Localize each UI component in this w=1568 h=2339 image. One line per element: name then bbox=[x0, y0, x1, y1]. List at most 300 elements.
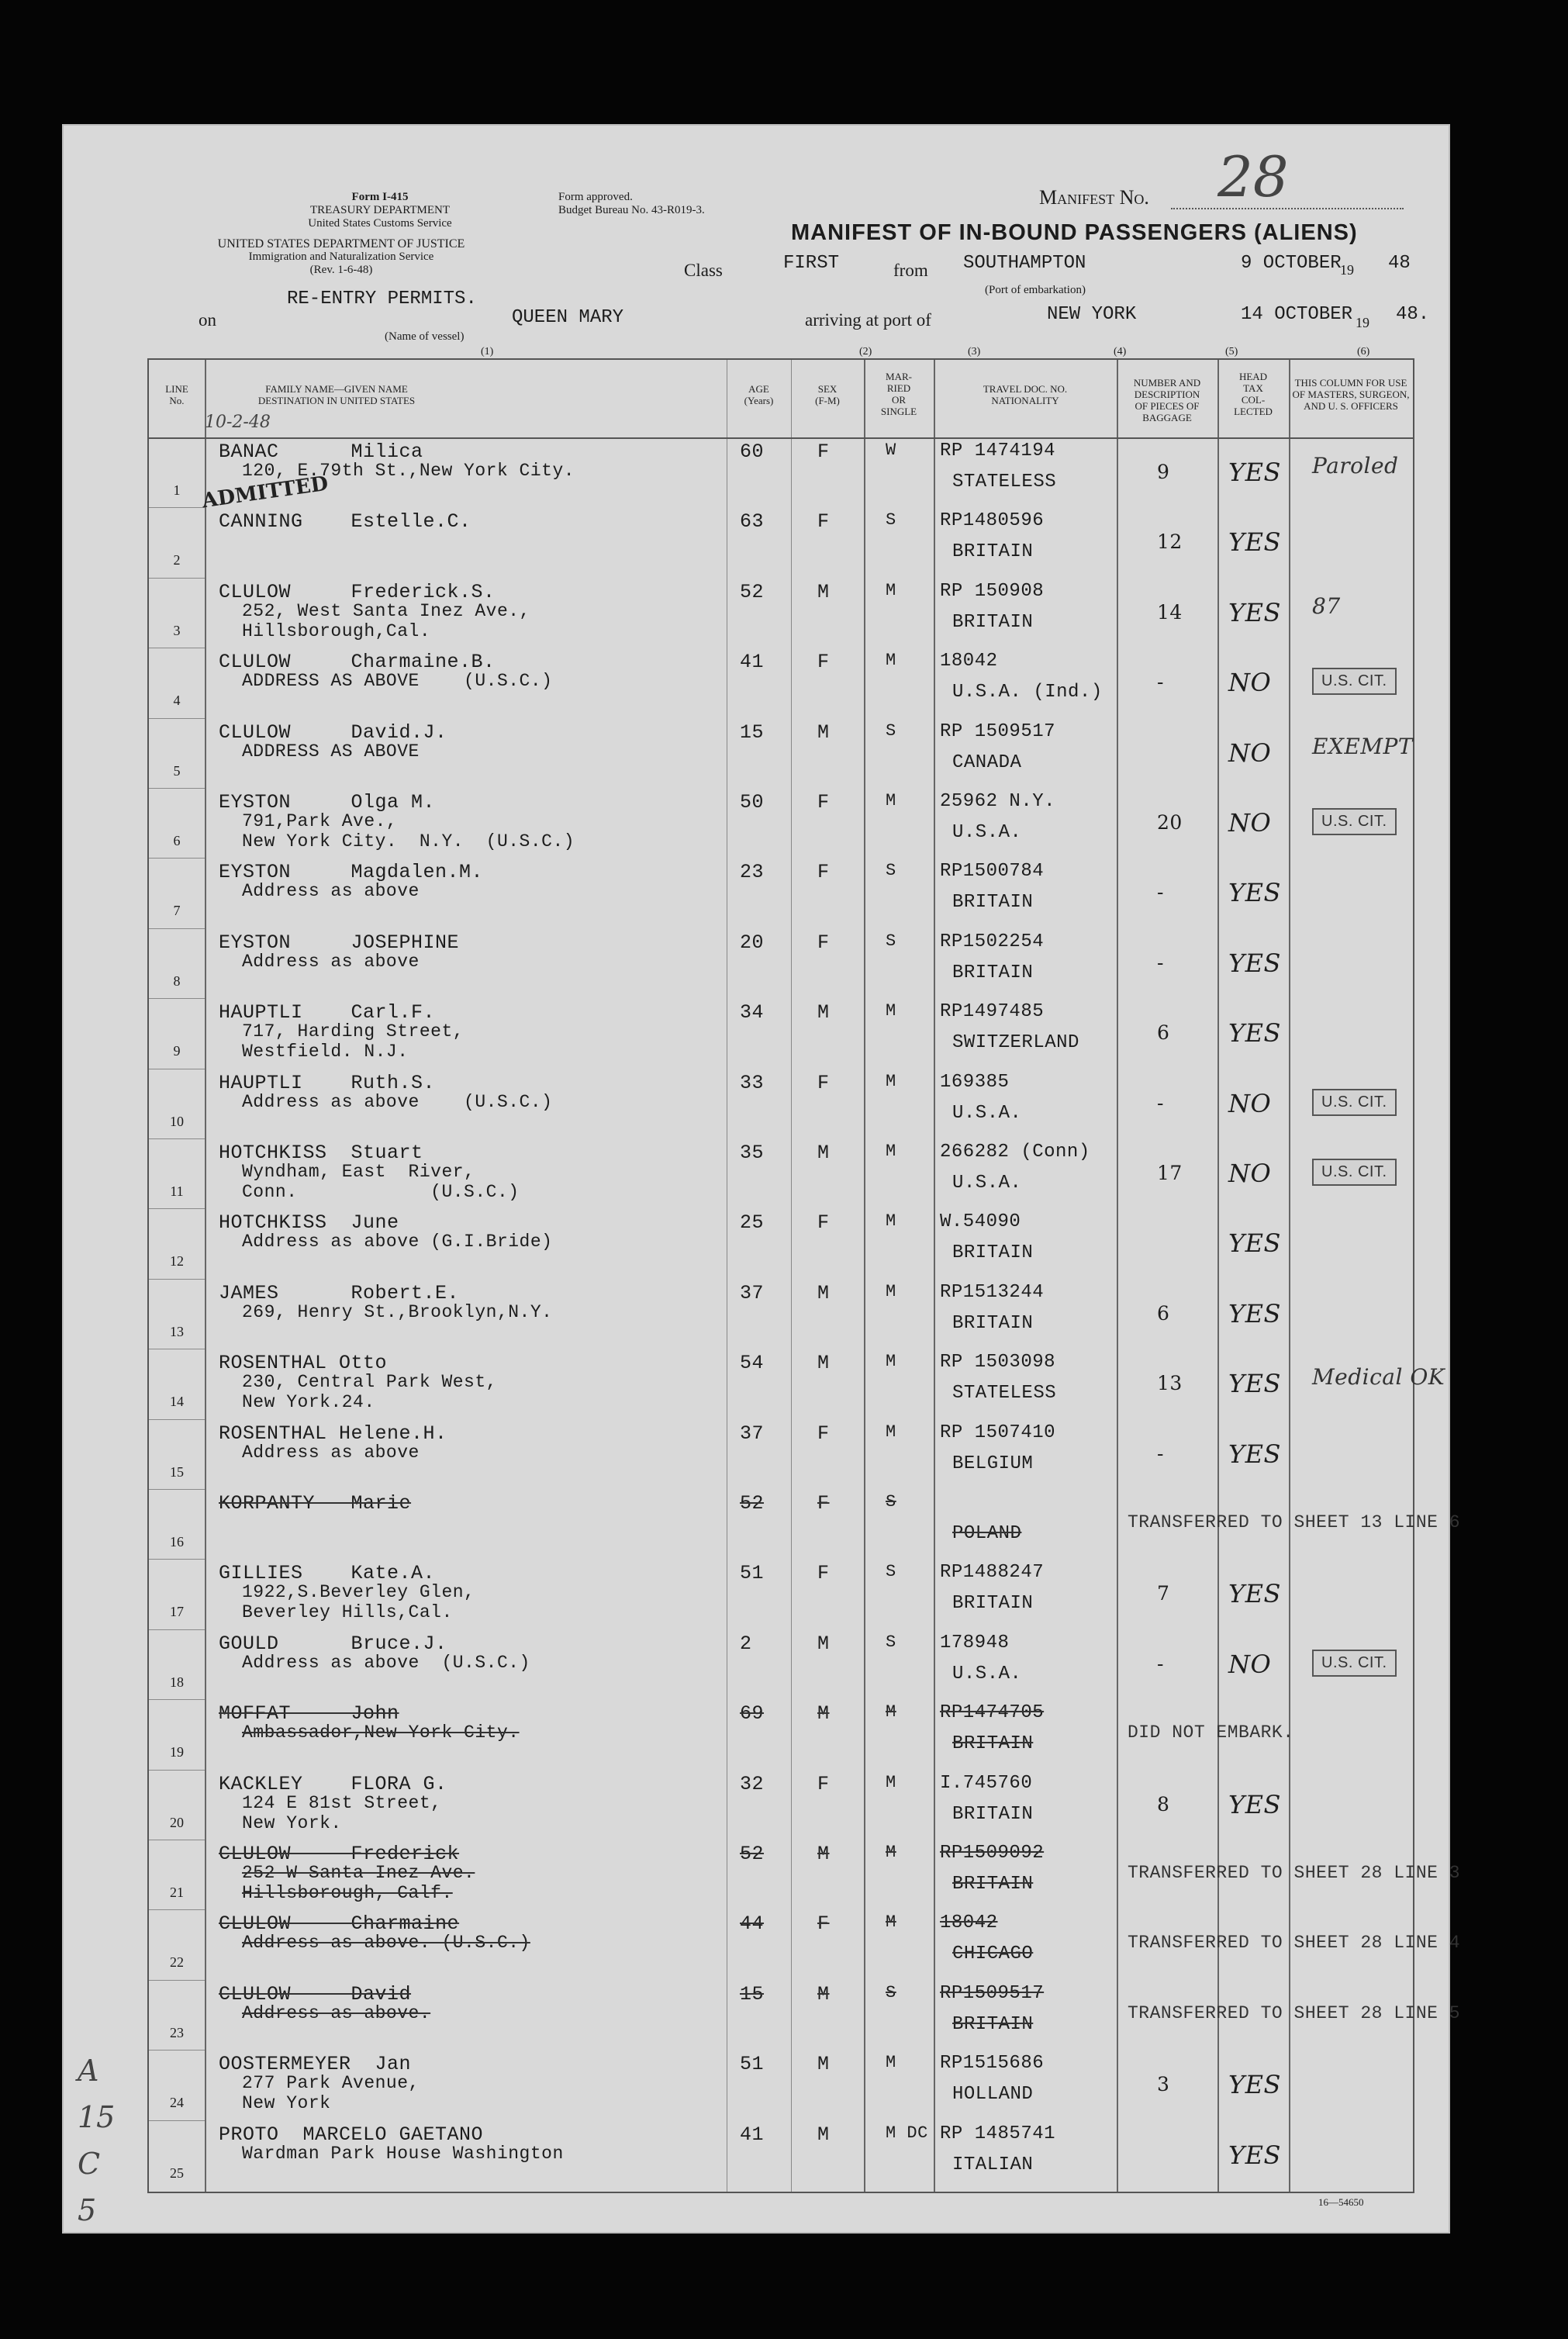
passenger-age: 69 bbox=[740, 1702, 765, 1726]
travel-doc-no: RP1500784 bbox=[940, 861, 1045, 883]
head-tax: YES bbox=[1228, 948, 1281, 978]
travel-doc-no: RP1480596 bbox=[940, 510, 1045, 532]
passenger-name: CLULOW David bbox=[219, 1982, 412, 2006]
passenger-age: 37 bbox=[740, 1281, 765, 1304]
passenger-name: CLULOW Frederick bbox=[219, 1843, 460, 1865]
table-row bbox=[149, 437, 1413, 507]
marital-status: M bbox=[886, 1142, 896, 1161]
row-rule bbox=[149, 1559, 205, 1560]
line-number: 4 bbox=[173, 693, 181, 709]
marital-status: M bbox=[886, 2053, 896, 2073]
row-rule bbox=[149, 2050, 205, 2051]
nationality: U.S.A. bbox=[952, 1173, 1022, 1194]
table-row bbox=[149, 1840, 1461, 1909]
travel-doc-no: RP1502254 bbox=[940, 931, 1045, 952]
travel-doc-no: 266282 (Conn) bbox=[940, 1142, 1090, 1163]
passenger-sex: F bbox=[817, 1071, 830, 1094]
table-row bbox=[149, 507, 1413, 577]
officer-note: EXEMPT bbox=[1312, 733, 1413, 759]
passenger-address: 124 E 81st Street, bbox=[242, 1792, 442, 1813]
head-tax: YES bbox=[1228, 1298, 1281, 1328]
transfer-note: TRANSFERRED TO SHEET 28 LINE 5 bbox=[1128, 2002, 1461, 2023]
passenger-sex: M bbox=[817, 1982, 830, 2006]
passenger-name: HAUPTLI Ruth.S. bbox=[219, 1071, 436, 1094]
nationality: STATELESS bbox=[952, 1383, 1057, 1404]
on-label: on bbox=[199, 310, 216, 330]
side-note: A 15 C 5 bbox=[78, 2054, 116, 2227]
passenger-address: Address as above bbox=[242, 951, 420, 972]
nationality: BELGIUM bbox=[952, 1453, 1034, 1474]
baggage-count: - bbox=[1157, 951, 1164, 974]
passenger-address: 252, West Santa Inez Ave., bbox=[242, 600, 530, 621]
travel-doc-no: RP1497485 bbox=[940, 1001, 1045, 1023]
head-tax: YES bbox=[1228, 1369, 1281, 1399]
head-tax: YES bbox=[1228, 597, 1281, 627]
passenger-address: 120, E.79th St.,New York City. bbox=[242, 461, 575, 481]
table-row bbox=[149, 1279, 1413, 1349]
reentry-permits: RE-ENTRY PERMITS. bbox=[287, 288, 477, 309]
passenger-address: ADDRESS AS ABOVE (U.S.C.) bbox=[242, 671, 553, 692]
passenger-age: 35 bbox=[740, 1142, 765, 1164]
col-head-married: MAR- RIED OR SINGLE bbox=[880, 371, 917, 417]
passenger-name: OOSTERMEYER Jan bbox=[219, 2053, 412, 2076]
passenger-age: 15 bbox=[740, 720, 765, 744]
transfer-note: TRANSFERRED TO SHEET 28 LINE 4 bbox=[1128, 1933, 1461, 1954]
passenger-name: CLULOW Charmaine.B. bbox=[219, 651, 496, 674]
passenger-age: 32 bbox=[740, 1772, 765, 1795]
nationality: BRITAIN bbox=[952, 892, 1034, 914]
nationality: CHICAGO bbox=[952, 1943, 1034, 1965]
marital-status: S bbox=[886, 861, 896, 881]
us-cit-stamp: U.S. CIT. bbox=[1312, 668, 1397, 695]
passenger-name: BANAC Milica bbox=[219, 441, 423, 463]
col-num-3: (3) bbox=[968, 346, 981, 358]
nationality: BRITAIN bbox=[952, 2013, 1034, 2035]
table-row bbox=[149, 1909, 1461, 1979]
passenger-sex: M bbox=[817, 2123, 830, 2146]
form-id-block bbox=[264, 191, 496, 230]
passenger-address-2: New York City. N.Y. (U.S.C.) bbox=[242, 831, 575, 852]
passenger-sex: F bbox=[817, 1912, 830, 1936]
passenger-address: Wyndham, East River, bbox=[242, 1162, 475, 1182]
nationality: BRITAIN bbox=[952, 611, 1034, 633]
table-row bbox=[149, 718, 1413, 788]
arrival-date: 14 OCTOBER bbox=[1241, 304, 1353, 325]
passenger-sex: M bbox=[817, 1632, 830, 1655]
passenger-sex: M bbox=[817, 1352, 830, 1375]
passenger-address-2: New York.24. bbox=[242, 1392, 375, 1413]
head-tax: YES bbox=[1228, 1018, 1281, 1049]
form-approved: Form approved. bbox=[558, 191, 633, 203]
marital-status: S bbox=[886, 1562, 896, 1582]
table-row bbox=[149, 928, 1413, 998]
passenger-name: ROSENTHAL Helene.H. bbox=[219, 1422, 447, 1445]
table-row bbox=[149, 1770, 1413, 1840]
passenger-name: EYSTON JOSEPHINE bbox=[219, 931, 460, 954]
table-row bbox=[149, 2050, 1413, 2120]
passenger-sex: F bbox=[817, 1492, 830, 1515]
passenger-name: KORPANTY Marie bbox=[219, 1492, 412, 1515]
travel-doc-no: RP 150908 bbox=[940, 580, 1045, 602]
travel-doc-no: 18042 bbox=[940, 651, 998, 672]
embark-date: 9 OCTOBER bbox=[1241, 253, 1342, 274]
row-rule bbox=[149, 2120, 205, 2121]
arriving-label: arriving at port of bbox=[805, 310, 931, 330]
marital-status: M bbox=[886, 651, 896, 671]
col-head-officers: THIS COLUMN FOR USE OF MASTERS, SURGEON, AND U. S. OFFICERS bbox=[1292, 377, 1410, 412]
table-row bbox=[149, 1138, 1413, 1208]
table-row bbox=[149, 858, 1413, 928]
form-number: Form I-415 bbox=[351, 191, 409, 203]
line-number: 12 bbox=[170, 1253, 184, 1270]
manifest-number: 28 bbox=[1217, 144, 1289, 209]
nationality: BRITAIN bbox=[952, 962, 1034, 983]
passenger-address-2: New York. bbox=[242, 1812, 342, 1833]
manifest-title: MANIFEST OF IN-BOUND PASSENGERS (ALIENS) bbox=[791, 220, 1358, 245]
row-rule bbox=[149, 1419, 205, 1420]
travel-doc-no: 178948 bbox=[940, 1632, 1010, 1653]
col-head-line: LINE No. bbox=[165, 383, 188, 406]
passenger-sex: M bbox=[817, 2053, 830, 2076]
passenger-age: 54 bbox=[740, 1352, 765, 1375]
head-tax: NO bbox=[1228, 808, 1272, 838]
nationality: U.S.A. bbox=[952, 822, 1022, 843]
nationality: POLAND bbox=[952, 1523, 1022, 1544]
nationality: BRITAIN bbox=[952, 1242, 1034, 1264]
passenger-sex: M bbox=[817, 1001, 830, 1024]
col-head-travel-doc: TRAVEL DOC. NO. NATIONALITY bbox=[983, 383, 1068, 406]
travel-doc-no: RP1513244 bbox=[940, 1281, 1045, 1303]
passenger-age: 60 bbox=[740, 441, 765, 463]
table-row bbox=[149, 1208, 1413, 1278]
justice-dept: UNITED STATES DEPARTMENT OF JUSTICE bbox=[217, 237, 465, 250]
table-row bbox=[149, 1349, 1445, 1418]
marital-status: S bbox=[886, 931, 896, 951]
travel-doc-no: RP 1474194 bbox=[940, 441, 1056, 461]
passenger-table bbox=[147, 358, 1461, 2193]
transfer-note: TRANSFERRED TO SHEET 13 LINE 6 bbox=[1128, 1512, 1461, 1532]
line-number: 8 bbox=[173, 973, 181, 989]
head-tax: YES bbox=[1228, 1789, 1281, 1819]
passenger-address: Address as above bbox=[242, 1442, 420, 1463]
col-head-name: FAMILY NAME—GIVEN NAME DESTINATION IN UNITED STATES bbox=[257, 383, 416, 406]
col-head-sex: SEX (F-M) bbox=[815, 383, 840, 406]
travel-doc-no: RP1509092 bbox=[940, 1843, 1045, 1864]
nationality: BRITAIN bbox=[952, 1733, 1034, 1755]
line-number: 6 bbox=[173, 833, 181, 848]
baggage-count: 17 bbox=[1157, 1162, 1183, 1184]
passenger-sex: F bbox=[817, 1772, 830, 1795]
transfer-note: DID NOT EMBARK. bbox=[1128, 1722, 1294, 1743]
us-cit-stamp: U.S. CIT. bbox=[1312, 1159, 1397, 1186]
marital-status: M bbox=[886, 1772, 896, 1792]
from-label: from bbox=[893, 261, 928, 280]
passenger-name: CLULOW Frederick.S. bbox=[219, 580, 496, 603]
nationality: BRITAIN bbox=[952, 1874, 1034, 1895]
officer-note: 87 bbox=[1312, 593, 1341, 619]
passenger-address-2: Beverley Hills,Cal. bbox=[242, 1602, 453, 1623]
passenger-address: 717, Harding Street, bbox=[242, 1021, 465, 1042]
nationality: HOLLAND bbox=[952, 2084, 1034, 2106]
embark-port: SOUTHAMPTON bbox=[963, 253, 1086, 274]
passenger-sex: M bbox=[817, 1281, 830, 1304]
passenger-address: 1922,S.Beverley Glen, bbox=[242, 1582, 475, 1603]
travel-doc-no: W.54090 bbox=[940, 1211, 1021, 1233]
revision: (Rev. 1-6-48) bbox=[309, 264, 373, 276]
line-number: 24 bbox=[170, 2095, 184, 2111]
passenger-age: 34 bbox=[740, 1001, 765, 1024]
marital-status: M bbox=[886, 1071, 896, 1091]
marital-status: M bbox=[886, 1422, 896, 1442]
col-num-4: (4) bbox=[1114, 346, 1127, 358]
passenger-name: CLULOW David.J. bbox=[219, 720, 447, 744]
travel-doc-no: 169385 bbox=[940, 1071, 1010, 1093]
manifest-no-label: Manifest No. bbox=[1039, 186, 1149, 209]
passenger-name: CANNING Estelle.C. bbox=[219, 510, 471, 534]
col-num-2: (2) bbox=[859, 346, 872, 358]
row-rule bbox=[149, 578, 205, 579]
passenger-address-2: Westfield. N.J. bbox=[242, 1042, 409, 1062]
class-value: FIRST bbox=[783, 253, 840, 274]
baggage-count: - bbox=[1157, 1442, 1164, 1465]
row-rule bbox=[149, 1770, 205, 1771]
line-number: 25 bbox=[170, 2165, 184, 2181]
passenger-address: Address as above. (U.S.C.) bbox=[242, 1933, 530, 1954]
passenger-age: 44 bbox=[740, 1912, 765, 1936]
line-number: 3 bbox=[173, 622, 181, 638]
justice-block bbox=[202, 237, 481, 277]
head-tax: NO bbox=[1228, 738, 1272, 768]
col-head-head-tax: HEAD TAX COL- LECTED bbox=[1234, 371, 1273, 417]
passenger-name: GILLIES Kate.A. bbox=[219, 1562, 436, 1585]
passenger-address-2: Hillsborough, Calf. bbox=[242, 1883, 453, 1903]
table-row bbox=[149, 1980, 1461, 2050]
head-tax: YES bbox=[1228, 1228, 1281, 1259]
passenger-name: HOTCHKISS June bbox=[219, 1211, 399, 1235]
col-num-1: (1) bbox=[481, 346, 494, 358]
table-row bbox=[149, 1069, 1413, 1138]
travel-doc-no: RP 1509517 bbox=[940, 720, 1056, 742]
baggage-count: 8 bbox=[1157, 1792, 1170, 1816]
passenger-age: 2 bbox=[740, 1632, 752, 1655]
table-row bbox=[149, 788, 1413, 858]
row-rule bbox=[149, 1489, 205, 1490]
marital-status: W bbox=[886, 441, 896, 460]
admitted-date: 10-2-48 bbox=[205, 413, 271, 432]
line-number: 21 bbox=[170, 1885, 184, 1900]
passenger-age: 63 bbox=[740, 510, 765, 534]
line-number: 1 bbox=[173, 482, 181, 498]
travel-doc-no: I.745760 bbox=[940, 1772, 1033, 1794]
row-rule bbox=[149, 928, 205, 929]
row-rule bbox=[149, 1138, 205, 1139]
admitted-stamp: ADMITTED bbox=[200, 472, 330, 513]
table-row bbox=[149, 1629, 1413, 1699]
travel-doc-no: RP1515686 bbox=[940, 2053, 1045, 2075]
passenger-sex: M bbox=[817, 1843, 830, 1865]
passenger-sex: F bbox=[817, 510, 830, 534]
nationality: BRITAIN bbox=[952, 1593, 1034, 1615]
head-tax: YES bbox=[1228, 2070, 1281, 2100]
port-embark-caption: (Port of embarkation) bbox=[985, 284, 1086, 296]
marital-status: M bbox=[886, 1843, 896, 1862]
baggage-count: - bbox=[1157, 671, 1164, 694]
ins-service: Immigration and Naturalization Service bbox=[248, 250, 434, 263]
passenger-sex: F bbox=[817, 1211, 830, 1235]
col-head-age: AGE (Years) bbox=[744, 383, 774, 406]
table-row bbox=[149, 2120, 1413, 2190]
line-number: 22 bbox=[170, 1954, 184, 1971]
travel-doc-no: RP 1507410 bbox=[940, 1422, 1056, 1443]
marital-status: M bbox=[886, 1001, 896, 1021]
passenger-sex: F bbox=[817, 861, 830, 884]
budget-bureau: Budget Bureau No. 43-R019-3. bbox=[558, 204, 705, 216]
us-cit-stamp: U.S. CIT. bbox=[1312, 808, 1397, 835]
nationality: SWITZERLAND bbox=[952, 1032, 1079, 1054]
table-row bbox=[149, 1489, 1461, 1559]
nationality: BRITAIN bbox=[952, 1803, 1034, 1825]
travel-doc-no: RP 1503098 bbox=[940, 1352, 1056, 1373]
us-cit-stamp: U.S. CIT. bbox=[1312, 1089, 1397, 1116]
passenger-sex: F bbox=[817, 1562, 830, 1585]
travel-doc-no: RP1509517 bbox=[940, 1982, 1045, 2004]
line-number: 11 bbox=[170, 1183, 184, 1199]
nationality: U.S.A. bbox=[952, 1102, 1022, 1124]
passenger-address: 791,Park Ave., bbox=[242, 811, 398, 831]
passenger-address-2: Conn. (U.S.C.) bbox=[242, 1182, 520, 1202]
marital-status: M bbox=[886, 1702, 896, 1722]
line-number: 5 bbox=[173, 762, 181, 779]
class-label: Class bbox=[684, 261, 723, 280]
row-rule bbox=[149, 998, 205, 999]
marital-status: M DC bbox=[886, 2123, 928, 2143]
head-tax: YES bbox=[1228, 2140, 1281, 2170]
row-rule bbox=[149, 507, 205, 508]
passenger-sex: M bbox=[817, 1142, 830, 1164]
marital-status: M bbox=[886, 1912, 896, 1933]
row-rule bbox=[149, 1980, 205, 1981]
passenger-address: Address as above (U.S.C.) bbox=[242, 1091, 553, 1112]
line-number: 23 bbox=[170, 2024, 184, 2040]
customs-service: United States Customs Service bbox=[308, 217, 452, 230]
passenger-sex: F bbox=[817, 1422, 830, 1445]
baggage-count: 20 bbox=[1157, 811, 1183, 834]
line-number: 20 bbox=[170, 1814, 184, 1830]
col-num-6: (6) bbox=[1357, 346, 1370, 358]
row-rule bbox=[149, 1279, 205, 1280]
passenger-address: Address as above bbox=[242, 881, 420, 902]
line-number: 10 bbox=[170, 1113, 184, 1129]
passenger-name: CLULOW Charmaine bbox=[219, 1912, 460, 1936]
baggage-count: 7 bbox=[1157, 1582, 1170, 1605]
nationality: BRITAIN bbox=[952, 1312, 1034, 1334]
baggage-count: - bbox=[1157, 1091, 1164, 1114]
table-row bbox=[149, 648, 1413, 717]
row-rule bbox=[149, 858, 205, 859]
passenger-address: Ambassador,New York City. bbox=[242, 1722, 520, 1743]
head-tax: NO bbox=[1228, 668, 1272, 698]
marital-status: S bbox=[886, 720, 896, 741]
transfer-note: TRANSFERRED TO SHEET 28 LINE 3 bbox=[1128, 1863, 1461, 1883]
passenger-address: 230, Central Park West, bbox=[242, 1372, 497, 1393]
passenger-address: ADDRESS AS ABOVE bbox=[242, 741, 420, 762]
passenger-age: 15 bbox=[740, 1982, 765, 2006]
row-rule bbox=[149, 1629, 205, 1630]
passenger-address-2: New York bbox=[242, 2093, 331, 2114]
embark-year: 48 bbox=[1388, 253, 1411, 274]
baggage-count: - bbox=[1157, 881, 1164, 904]
vessel-name: QUEEN MARY bbox=[512, 307, 624, 328]
passenger-address: 269, Henry St.,Brooklyn,N.Y. bbox=[242, 1301, 553, 1322]
marital-status: S bbox=[886, 510, 896, 530]
marital-status: M bbox=[886, 791, 896, 810]
passenger-name: PROTO MARCELO GAETANO bbox=[219, 2123, 484, 2146]
passenger-name: GOULD Bruce.J. bbox=[219, 1632, 447, 1655]
nationality: U.S.A. (Ind.) bbox=[952, 682, 1103, 703]
head-tax: YES bbox=[1228, 1439, 1281, 1469]
table-row bbox=[149, 1419, 1413, 1489]
line-number: 19 bbox=[170, 1744, 184, 1760]
passenger-age: 25 bbox=[740, 1211, 765, 1235]
passenger-sex: M bbox=[817, 1702, 830, 1726]
us-cit-stamp: U.S. CIT. bbox=[1312, 1650, 1397, 1677]
nationality: U.S.A. bbox=[952, 1663, 1022, 1684]
passenger-sex: M bbox=[817, 580, 830, 603]
passenger-address: 252 W Santa Inez Ave. bbox=[242, 1863, 475, 1883]
passenger-age: 41 bbox=[740, 651, 765, 674]
passenger-name: JAMES Robert.E. bbox=[219, 1281, 460, 1304]
head-tax: NO bbox=[1228, 1159, 1272, 1188]
passenger-sex: F bbox=[817, 441, 830, 463]
baggage-count: - bbox=[1157, 1652, 1164, 1675]
passenger-age: 51 bbox=[740, 2053, 765, 2076]
passenger-sex: M bbox=[817, 720, 830, 744]
officer-note: Medical OK bbox=[1312, 1364, 1445, 1391]
passenger-name: HAUPTLI Carl.F. bbox=[219, 1001, 436, 1024]
row-rule bbox=[149, 1699, 205, 1700]
line-number: 13 bbox=[170, 1323, 184, 1339]
travel-doc-no: RP1474705 bbox=[940, 1702, 1045, 1724]
table-row bbox=[149, 998, 1413, 1068]
marital-status: M bbox=[886, 580, 896, 600]
marital-status: M bbox=[886, 1211, 896, 1232]
line-number: 9 bbox=[173, 1043, 181, 1059]
row-rule bbox=[149, 1909, 205, 1910]
line-number: 7 bbox=[173, 903, 181, 919]
row-rule bbox=[149, 1208, 205, 1209]
passenger-sex: F bbox=[817, 931, 830, 954]
baggage-count: 6 bbox=[1157, 1021, 1170, 1045]
passenger-age: 52 bbox=[740, 1843, 765, 1865]
travel-doc-no: 18042 bbox=[940, 1912, 998, 1934]
line-number: 18 bbox=[170, 1674, 184, 1690]
passenger-address: Address as above. bbox=[242, 2002, 431, 2023]
passenger-name: ROSENTHAL Otto bbox=[219, 1352, 388, 1375]
nationality: ITALIAN bbox=[952, 2154, 1034, 2175]
passenger-age: 20 bbox=[740, 931, 765, 954]
passenger-address: Address as above (U.S.C.) bbox=[242, 1652, 530, 1673]
passenger-age: 51 bbox=[740, 1562, 765, 1585]
baggage-count: 6 bbox=[1157, 1301, 1170, 1325]
table-row bbox=[149, 1699, 1413, 1769]
marital-status: M bbox=[886, 1352, 896, 1372]
table-row bbox=[149, 1559, 1413, 1629]
head-tax: NO bbox=[1228, 1649, 1272, 1679]
line-number: 14 bbox=[170, 1394, 184, 1410]
footer-code: 16—54650 bbox=[1318, 2196, 1364, 2208]
passenger-age: 23 bbox=[740, 861, 765, 884]
nationality: STATELESS bbox=[952, 472, 1057, 492]
